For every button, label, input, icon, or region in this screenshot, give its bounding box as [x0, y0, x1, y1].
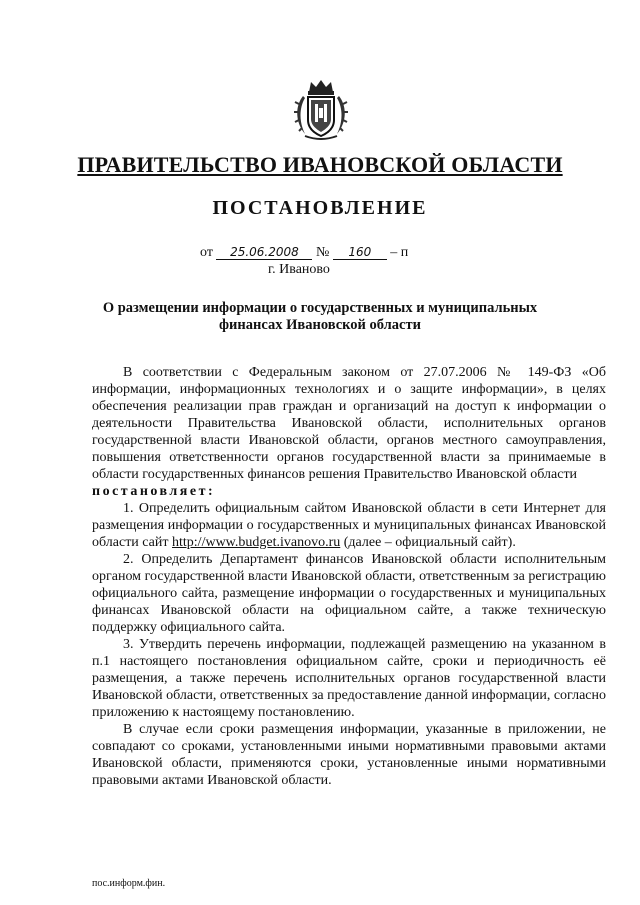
number-prefix: № — [315, 245, 330, 260]
document-type-heading: ПОСТАНОВЛЕНИЕ — [212, 197, 428, 219]
clause-2-paragraph: 2. Определить Департамент финансов Ивановской области исполнительным органом государственной власти Ивановской области, ответственным за регистрацию официального сайта, размещение информации о государственных и муниципальных финансах Ивановской области на официальном сайте, а также техническую поддержку официального сайта. — [92, 552, 606, 635]
document-subject — [70, 300, 570, 334]
clause-1-text: 1. Определить официальным сайтом Ивановской области в сети Интернет для размещения информации о государственных и муниципальных финансах Ивановской области сайт — [92, 501, 606, 550]
document-body — [92, 364, 606, 789]
subject-line-2: финансах Ивановской области — [219, 317, 421, 333]
date-number-line — [200, 245, 408, 261]
number-suffix: – п — [390, 245, 409, 260]
budget-site-link[interactable]: http://www.budget.ivanovo.ru — [172, 535, 341, 550]
document-date: 25.06.2008 — [216, 245, 312, 260]
preamble-paragraph: В соответствии с Федеральным законом от 27.07.2006 № 149-ФЗ «Об информации, информационных технологиях и о защите информации», в целях обеспечения реализации прав граждан и организаций на доступ к информации о деятельности Правительства Ивановской области, исполнительных органов государственной власти Ивановской области, органов местного самоуправления, повышения ответственности органов государственной власти за принимаемые в области государственных финансов решения Правительство Ивановской области — [92, 365, 606, 482]
clause-3-paragraph: 3. Утвердить перечень информации, подлежащей размещению на указанном в п.1 настоящего постановления официальном сайте, сроки и периодичность её размещения, а также перечень исполнительных органов государственной власти Ивановской области, ответственных за предоставление данной информации, согласно приложению к настоящему постановлению. — [92, 637, 606, 720]
document-number: 160 — [333, 245, 387, 260]
date-prefix: от — [200, 245, 213, 260]
resolve-word: постановляет: — [92, 484, 216, 499]
clause-1-paragraph — [92, 500, 606, 551]
ivanovo-coat-of-arms-icon — [293, 78, 349, 142]
clause-1-tail: (далее – официальный сайт). — [340, 535, 516, 550]
subject-line-1: О размещении информации о государственных и муниципальных — [102, 300, 538, 316]
clause-3-addendum-paragraph: В случае если сроки размещения информации, указанные в приложении, не совпадают со сроками, установленными иными нормативными правовыми актами Ивановской области, применяются сроки, установленные иными нормативными правовыми актами Ивановской области. — [92, 722, 606, 788]
file-label: пос.информ.фин. — [92, 878, 166, 889]
organization-title: ПРАВИТЕЛЬСТВО ИВАНОВСКОЙ ОБЛАСТИ — [77, 152, 563, 177]
city-line: г. Иваново — [268, 262, 330, 277]
